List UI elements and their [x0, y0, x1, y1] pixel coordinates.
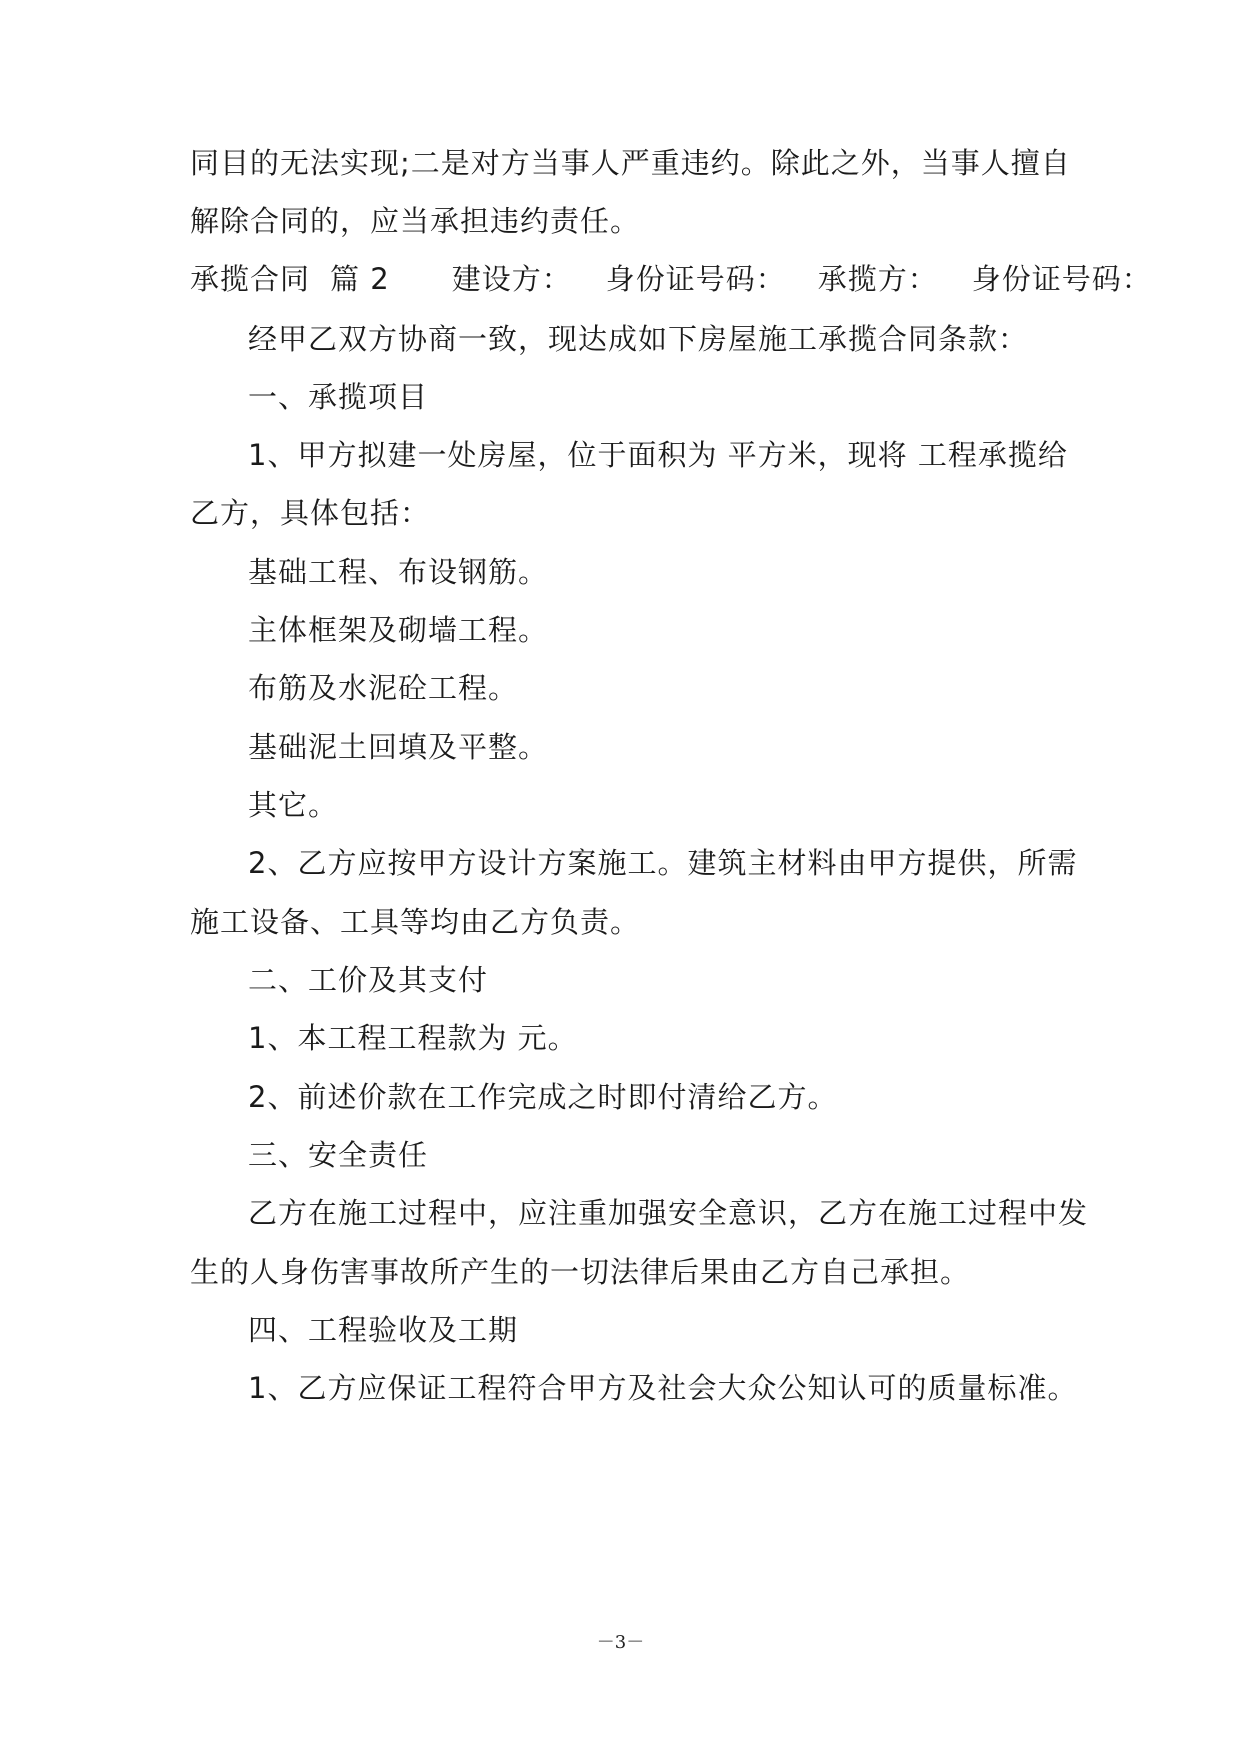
section-heading: 四、工程验收及工期 — [248, 1313, 519, 1347]
list-item: 基础泥土回填及平整。 — [248, 730, 549, 764]
paragraph-line: 乙方在施工过程中，应注重加强安全意识，乙方在施工过程中发 — [248, 1196, 1089, 1230]
contract-heading-row — [190, 259, 1152, 299]
list-item: 布筋及水泥砼工程。 — [248, 671, 519, 705]
section-heading: 一、承揽项目 — [248, 380, 429, 414]
paragraph-line: 解除合同的，应当承担违约责任。 — [190, 204, 641, 238]
paragraph-line: 乙方，具体包括： — [190, 496, 431, 530]
page-number: －3－ — [596, 1632, 645, 1653]
contractor-id-label: 身份证号码： — [971, 262, 1152, 296]
paragraph-line: 施工设备、工具等均由乙方负责。 — [190, 905, 641, 939]
contract-section-number: 篇 2 — [330, 262, 390, 296]
builder-label: 建设方： — [451, 262, 572, 296]
paragraph-line: 1、乙方应保证工程符合甲方及社会大众公知认可的质量标准。 — [248, 1371, 1078, 1405]
section-heading: 三、安全责任 — [248, 1138, 429, 1172]
contract-title: 承揽合同 — [190, 262, 311, 296]
paragraph-line: 生的人身伤害事故所产生的一切法律后果由乙方自己承担。 — [190, 1255, 971, 1289]
paragraph-line: 同目的无法实现;二是对方当事人严重违约。除此之外，当事人擅自 — [190, 146, 1071, 180]
contractor-label: 承揽方： — [817, 262, 938, 296]
list-item: 主体框架及砌墙工程。 — [248, 613, 549, 647]
paragraph-line: 2、前述价款在工作完成之时即付清给乙方。 — [248, 1080, 838, 1114]
paragraph-line: 1、本工程工程款为 元。 — [248, 1021, 578, 1055]
paragraph-line: 经甲乙双方协商一致，现达成如下房屋施工承揽合同条款： — [248, 322, 1029, 356]
builder-id-label: 身份证号码： — [605, 262, 786, 296]
list-item: 基础工程、布设钢筋。 — [248, 555, 549, 589]
list-item: 其它。 — [248, 788, 339, 822]
paragraph-line: 1、甲方拟建一处房屋，位于面积为 平方米，现将 工程承揽给 — [248, 438, 1068, 472]
paragraph-line: 2、乙方应按甲方设计方案施工。建筑主材料由甲方提供，所需 — [248, 846, 1078, 880]
section-heading: 二、工价及其支付 — [248, 963, 489, 997]
